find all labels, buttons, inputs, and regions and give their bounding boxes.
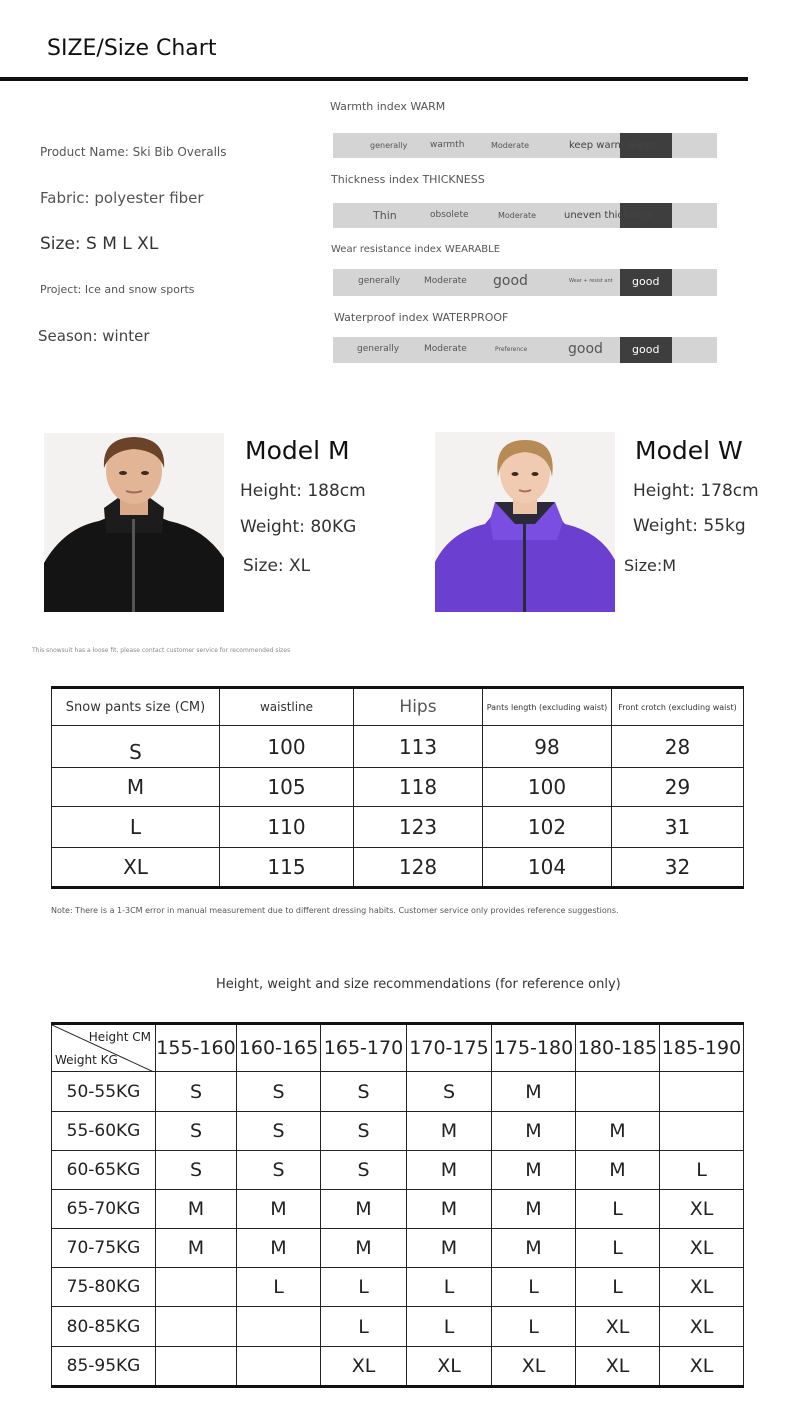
model-w-title: Model W — [635, 436, 743, 465]
column-header: 180-185 — [576, 1024, 660, 1072]
product-size: Size: S M L XL — [40, 234, 159, 254]
column-header: Front crotch (excluding waist) — [612, 688, 744, 726]
size-cell — [156, 1347, 237, 1387]
size-cell: M — [407, 1112, 492, 1151]
measurement-note: Note: There is a 1-3CM error in manual measurement due to different dressing habits. Customer service only provides reference suggestions. — [51, 906, 619, 915]
weight-row-header: 65-70KG — [52, 1190, 156, 1229]
weight-row-header: 60-65KG — [52, 1151, 156, 1190]
table-cell: 118 — [354, 768, 483, 807]
model-w-photo — [435, 432, 615, 612]
wear-resistance-index-label: Wear resistance index WEARABLE — [331, 244, 501, 255]
size-cell: M — [156, 1229, 237, 1268]
model-m-photo — [44, 433, 224, 612]
table-cell: S — [52, 726, 220, 768]
weight-row-header: 55-60KG — [52, 1112, 156, 1151]
model-w-weight: Weight: 55kg — [633, 516, 746, 536]
level-label-selected: uneven thickness — [564, 210, 652, 221]
weight-row-header: 75-80KG — [52, 1268, 156, 1307]
table-row — [52, 1072, 744, 1112]
product-fabric: Fabric: polyester fiber — [40, 189, 204, 207]
size-cell: M — [321, 1229, 407, 1268]
size-cell: L — [576, 1190, 660, 1229]
size-recommendation-table — [51, 1022, 744, 1388]
table-row — [52, 807, 744, 848]
size-cell: M — [237, 1229, 321, 1268]
size-cell: M — [492, 1190, 576, 1229]
waterproof-index-label: Waterproof index WATERPROOF — [334, 311, 509, 324]
size-cell: S — [321, 1112, 407, 1151]
recommendations-title: Height, weight and size recommendations (for reference only) — [216, 977, 621, 992]
size-cell: S — [321, 1072, 407, 1112]
size-cell: M — [407, 1229, 492, 1268]
model-m-weight: Weight: 80KG — [240, 517, 357, 537]
table-cell: 100 — [483, 768, 612, 807]
fit-note: This snowsuit has a loose fit, please contact customer service for recommended sizes — [32, 647, 291, 654]
model-w-height: Height: 178cm — [633, 481, 759, 501]
table-header-row — [52, 688, 744, 726]
size-cell: S — [237, 1072, 321, 1112]
column-header: 165-170 — [321, 1024, 407, 1072]
size-cell: XL — [492, 1347, 576, 1387]
table-cell: 123 — [354, 807, 483, 848]
table-row — [52, 1190, 744, 1229]
table-cell: 31 — [612, 807, 744, 848]
model-m-title: Model M — [245, 436, 350, 465]
column-header: waistline — [220, 688, 354, 726]
size-cell: L — [321, 1268, 407, 1307]
level-label: Moderate — [498, 211, 537, 220]
size-cell: S — [156, 1151, 237, 1190]
size-cell: XL — [660, 1307, 744, 1347]
page-title: SIZE/Size Chart — [47, 36, 217, 61]
product-project: Project: Ice and snow sports — [40, 283, 195, 296]
size-cell: M — [576, 1112, 660, 1151]
warmth-index-bar — [333, 133, 717, 158]
size-cell: M — [492, 1072, 576, 1112]
column-header: Hips — [354, 688, 483, 726]
level-label-selected: keep warm warm — [569, 140, 656, 151]
weight-row-header: 85-95KG — [52, 1347, 156, 1387]
column-header: Pants length (excluding waist) — [483, 688, 612, 726]
table-cell: 105 — [220, 768, 354, 807]
level-label: Wear + resist ant — [569, 278, 613, 284]
size-cell: XL — [576, 1307, 660, 1347]
size-cell — [156, 1268, 237, 1307]
size-cell: S — [156, 1112, 237, 1151]
size-cell: XL — [407, 1347, 492, 1387]
level-label: Preference — [495, 346, 528, 353]
level-label: obsolete — [430, 210, 469, 220]
size-cell: L — [407, 1268, 492, 1307]
level-label: good — [493, 273, 528, 289]
column-header: 170-175 — [407, 1024, 492, 1072]
size-cell: L — [492, 1307, 576, 1347]
size-cell: M — [492, 1229, 576, 1268]
level-label: Moderate — [424, 276, 467, 286]
size-cell: L — [576, 1229, 660, 1268]
level-label: good — [568, 341, 603, 357]
level-label: generally — [358, 276, 401, 286]
size-cell: M — [576, 1151, 660, 1190]
column-header: 155-160 — [156, 1024, 237, 1072]
level-label-selected: good — [632, 275, 660, 288]
size-cell: L — [660, 1151, 744, 1190]
size-cell: XL — [321, 1347, 407, 1387]
size-cell: M — [237, 1190, 321, 1229]
table-cell: 104 — [483, 848, 612, 888]
table-row — [52, 726, 744, 768]
level-label: Moderate — [424, 344, 467, 354]
table-row — [52, 1307, 744, 1347]
model-w-size: Size:M — [624, 556, 677, 575]
table-row — [52, 1151, 744, 1190]
size-cell: M — [321, 1190, 407, 1229]
table-cell: 32 — [612, 848, 744, 888]
table-row — [52, 1112, 744, 1151]
level-label: warmth — [430, 140, 465, 150]
table-cell: XL — [52, 848, 220, 888]
table-cell: 128 — [354, 848, 483, 888]
size-cell: XL — [660, 1268, 744, 1307]
model-m-height: Height: 188cm — [240, 481, 366, 501]
table-cell: 110 — [220, 807, 354, 848]
size-cell: L — [492, 1268, 576, 1307]
table-header-row — [52, 1024, 744, 1072]
table-cell: 98 — [483, 726, 612, 768]
size-cell: M — [492, 1151, 576, 1190]
corner-header-cell — [52, 1024, 156, 1072]
size-cell: XL — [576, 1347, 660, 1387]
size-cell: L — [407, 1307, 492, 1347]
height-axis-label: Height CM — [88, 1030, 151, 1044]
level-label-selected: good — [632, 343, 660, 356]
size-cell: M — [407, 1151, 492, 1190]
size-cell: XL — [660, 1190, 744, 1229]
table-cell: 115 — [220, 848, 354, 888]
product-season: Season: winter — [38, 327, 150, 345]
size-cell: L — [576, 1268, 660, 1307]
table-row — [52, 1347, 744, 1387]
waterproof-index-bar — [333, 337, 717, 363]
size-cell — [237, 1307, 321, 1347]
pants-size-table — [51, 686, 744, 889]
table-cell: 102 — [483, 807, 612, 848]
weight-row-header: 50-55KG — [52, 1072, 156, 1112]
table-cell: 29 — [612, 768, 744, 807]
recommendation-rows — [52, 1072, 744, 1387]
size-cell: XL — [660, 1347, 744, 1387]
table-cell: L — [52, 807, 220, 848]
size-cell — [660, 1112, 744, 1151]
column-header: 160-165 — [237, 1024, 321, 1072]
size-cell: S — [156, 1072, 237, 1112]
column-header: 175-180 — [492, 1024, 576, 1072]
table-row — [52, 1229, 744, 1268]
size-cell: M — [407, 1190, 492, 1229]
size-cell — [576, 1072, 660, 1112]
thickness-index-bar — [333, 203, 717, 228]
size-cell: M — [492, 1112, 576, 1151]
size-cell: S — [237, 1151, 321, 1190]
table-row — [52, 1268, 744, 1307]
wear-resistance-index-bar — [333, 269, 717, 296]
title-divider — [0, 77, 748, 81]
product-name: Product Name: Ski Bib Overalls — [40, 145, 227, 159]
level-label: generally — [357, 344, 400, 354]
table-cell: 28 — [612, 726, 744, 768]
table-row — [52, 768, 744, 807]
level-label: Thin — [373, 209, 397, 222]
thickness-index-label: Thickness index THICKNESS — [331, 173, 485, 186]
size-cell — [156, 1307, 237, 1347]
size-cell: S — [237, 1112, 321, 1151]
table-cell: 113 — [354, 726, 483, 768]
size-cell — [237, 1347, 321, 1387]
level-label: Moderate — [491, 141, 530, 150]
weight-row-header: 70-75KG — [52, 1229, 156, 1268]
table-cell: 100 — [220, 726, 354, 768]
size-cell — [660, 1072, 744, 1112]
table-row — [52, 848, 744, 888]
size-cell: S — [321, 1151, 407, 1190]
weight-axis-label: Weight KG — [55, 1053, 118, 1067]
weight-row-header: 80-85KG — [52, 1307, 156, 1347]
size-cell: L — [237, 1268, 321, 1307]
warmth-index-label: Warmth index WARM — [330, 100, 446, 113]
level-label: generally — [370, 141, 408, 150]
size-cell: XL — [660, 1229, 744, 1268]
table-cell: M — [52, 768, 220, 807]
column-header: 185-190 — [660, 1024, 744, 1072]
size-cell: S — [407, 1072, 492, 1112]
column-header: Snow pants size (CM) — [52, 688, 220, 726]
size-cell: L — [321, 1307, 407, 1347]
model-m-size: Size: XL — [243, 556, 311, 576]
size-cell: M — [156, 1190, 237, 1229]
